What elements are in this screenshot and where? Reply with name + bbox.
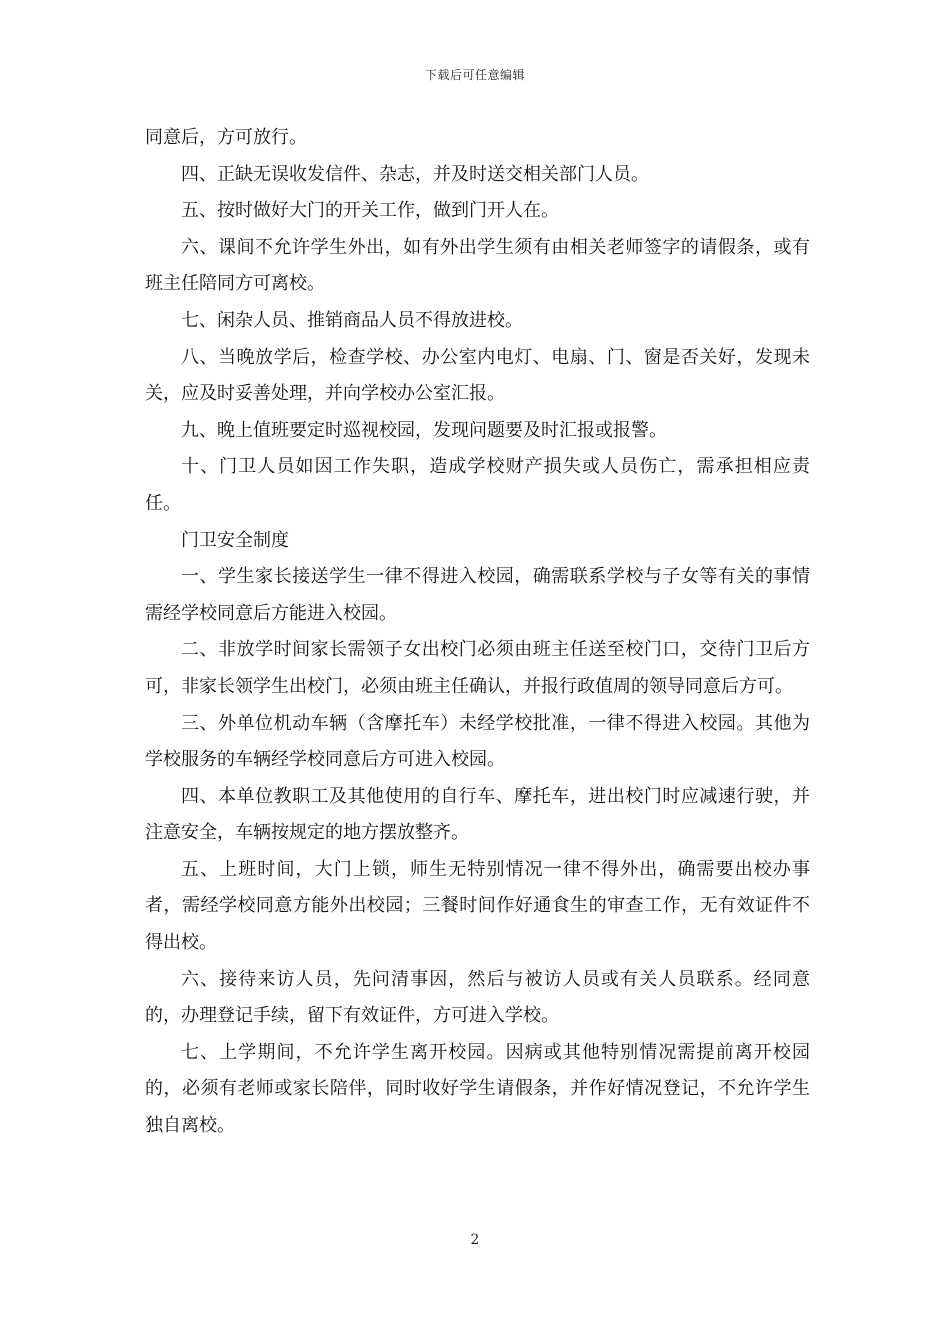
section-heading: 门卫安全制度	[181, 529, 289, 551]
paragraph: 一、学生家长接送学生一律不得进入校园，确需联系学校与子女等有关的事情需经学校同意后方能进入校园。	[145, 566, 810, 624]
paragraph: 四、正缺无误收发信件、杂志，并及时送交相关部门人员。	[181, 163, 649, 185]
paragraph: 九、晚上值班要定时巡视校园，发现问题要及时汇报或报警。	[181, 419, 667, 441]
paragraph: 四、本单位教职工及其他使用的自行车、摩托车，进出校门时应减速行驶，并注意安全，车辆按规定的地方摆放整齐。	[145, 785, 810, 844]
document-body	[145, 120, 810, 1145]
paragraph: 八、当晚放学后，检查学校、办公室内电灯、电扇、门、窗是否关好，发现未关，应及时妥善处理，并向学校办公室汇报。	[145, 346, 810, 405]
paragraph: 七、闲杂人员、推销商品人员不得放进校。	[181, 309, 523, 331]
paragraph: 同意后，方可放行。	[145, 127, 307, 148]
paragraph: 六、接待来访人员，先问清事因，然后与被访人员或有关人员联系。经同意的，办理登记手续，留下有效证件，方可进入学校。	[145, 968, 810, 1027]
paragraph: 二、非放学时间家长需领子女出校门必须由班主任送至校门口，交待门卫后方可，非家长领学生出校门，必须由班主任确认，并报行政值周的领导同意后方可。	[145, 639, 810, 697]
paragraph: 五、上班时间，大门上锁，师生无特别情况一律不得外出，确需要出校办事者，需经学校同意方能外出校园；三餐时间作好通食生的审查工作，无有效证件不得出校。	[145, 858, 810, 954]
paragraph: 七、上学期间，不允许学生离开校园。因病或其他特别情况需提前离开校园的，必须有老师或家长陪伴，同时收好学生请假条，并作好情况登记，不允许学生独自离校。	[145, 1041, 810, 1137]
paragraph: 十、门卫人员如因工作失职，造成学校财产损失或人员伤亡，需承担相应责任。	[145, 456, 810, 514]
paragraph: 三、外单位机动车辆（含摩托车）未经学校批准，一律不得进入校园。其他为学校服务的车辆经学校同意后方可进入校园。	[145, 712, 810, 771]
paragraph: 五、按时做好大门的开关工作，做到门开人在。	[181, 200, 559, 222]
page-number: 2	[470, 1232, 480, 1248]
paragraph: 六、课间不允许学生外出，如有外出学生须有由相关老师签字的请假条，或有班主任陪同方可离校。	[145, 236, 810, 295]
page-header-note: 下载后可任意编辑	[424, 68, 525, 82]
